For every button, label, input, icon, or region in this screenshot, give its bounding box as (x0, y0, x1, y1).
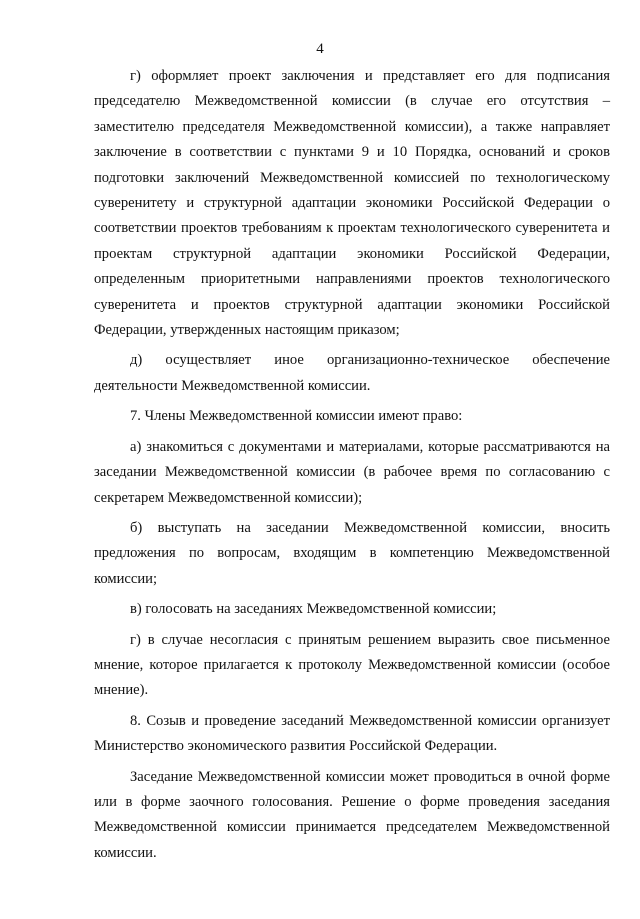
paragraph-8: 8. Созыв и проведение заседаний Межведомственной комиссии организует Министерство экономического развития Российской Федерации. (94, 712, 610, 755)
paragraph-7a: а) знакомиться с документами и материалами, которые рассматриваются на заседании Межведомственной комиссии (в рабочее время по согласованию с секретарем Межведомственной комиссии); (94, 438, 610, 506)
paragraph-8-meeting-form: Заседание Межведомственной комиссии может проводиться в очной форме или в форме заочного голосования. Решение о форме проведения заседания Межведомственной комиссии принимается председателем Межведомственной комиссии. (94, 768, 610, 861)
paragraph-7g: г) в случае несогласия с принятым решением выразить свое письменное мнение, которое прилагается к протоколу Межведомственной комиссии (особое мнение). (94, 631, 610, 699)
document-body (94, 64, 610, 866)
page-number: 4 (316, 41, 324, 57)
paragraph-7: 7. Члены Межведомственной комиссии имеют право: (130, 408, 463, 425)
paragraph-6d: д) осуществляет иное организационно-техническое обеспечение деятельности Межведомственной комиссии. (94, 352, 610, 394)
paragraph-6g: г) оформляет проект заключения и представляет его для подписания председателю Межведомственной комиссии (в случае его отсутствия – заместителю председателя Межведомственной комиссии), а также направляет заключение в соответствии с пунктами 9 и 10 Порядка, оснований и сроков подготовки заключений Межведомственной комиссией по технологическому суверенитету и структурной адаптации экономики Российской Федерации о соответствии проектов требованиям к проектам технологического суверенитета и проектам структурной адаптации экономики Российской Федерации, определенным приоритетными направлениями проектов технологического суверенитета и проектов структурной адаптации экономики Российской Федерации, утвержденных настоящим приказом; (94, 68, 610, 339)
paragraph-7b: б) выступать на заседании Межведомственной комиссии, вносить предложения по вопросам, входящим в компетенцию Межведомственной комиссии; (94, 519, 610, 587)
paragraph-7v: в) голосовать на заседаниях Межведомственной комиссии; (130, 601, 497, 618)
